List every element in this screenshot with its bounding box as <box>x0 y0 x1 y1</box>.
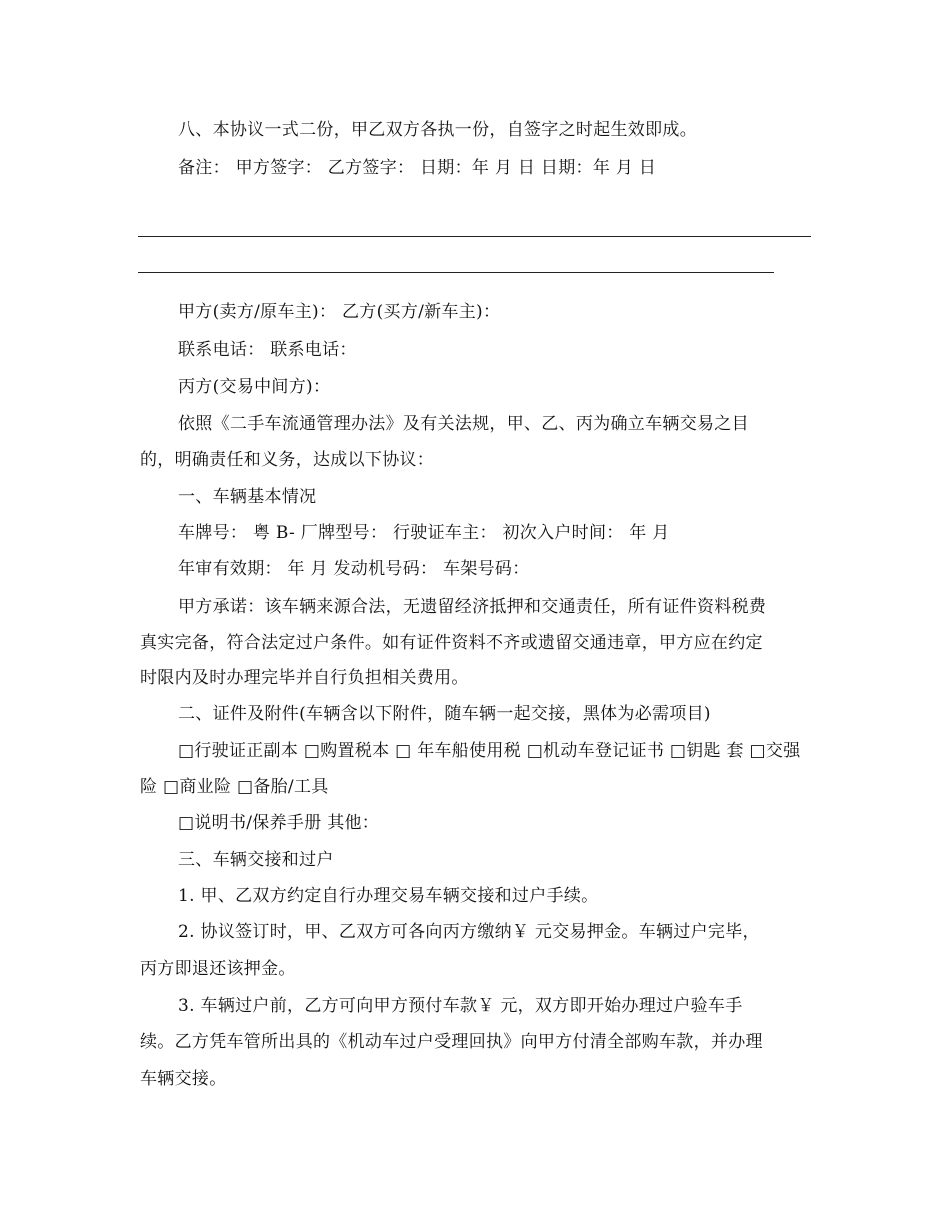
promise-line-3: 时限内及时办理完毕并自行负担相关费用。 <box>140 668 469 688</box>
item-3-line-2: 续。乙方凭车管所出具的《机动车过户受理回执》向甲方付清全部购车款，并办理 <box>140 1032 763 1052</box>
signature-remarks: 备注： 甲方签字： 乙方签字： 日期：年 月 日 日期：年 月 日 <box>178 158 657 178</box>
section-2-title: 二、证件及附件(车辆含以下附件，随车辆一起交接，黑体为必需项目) <box>178 704 711 724</box>
item-3-line-3: 车辆交接。 <box>140 1069 227 1089</box>
attachments-line-2: 险 □商业险 □备胎/工具 <box>140 777 329 797</box>
attachments-line-1: □行驶证正副本 □购置税本 □ 年车船使用税 □机动车登记证书 □钥匙 套 □交强 <box>178 741 801 761</box>
promise-line-2: 真实完备，符合法定过户条件。如有证件资料不齐或遗留交通违章，甲方应在约定 <box>140 633 763 653</box>
attachments-line-3: □说明书/保养手册 其他： <box>178 813 380 833</box>
promise-line-1: 甲方承诺：该车辆来源合法，无遗留经济抵押和交通责任，所有证件资料税费 <box>178 597 767 617</box>
vehicle-info-line-1: 车牌号： 粤 B- 厂牌型号： 行驶证车主： 初次入户时间： 年 月 <box>178 523 670 543</box>
separator-line-1 <box>138 236 811 237</box>
section-3-title: 三、车辆交接和过户 <box>178 850 334 870</box>
vehicle-info-line-2: 年审有效期： 年 月 发动机号码： 车架号码： <box>178 559 530 579</box>
party-a-b: 甲方(卖方/原车主)： 乙方(买方/新车主)： <box>178 302 501 322</box>
clause-8: 八、本协议一式二份，甲乙双方各执一份，自签字之时起生效即成。 <box>178 120 697 140</box>
item-3-line-1: 3. 车辆过户前，乙方可向甲方预付车款￥ 元，双方即开始办理过户验车手 <box>178 996 743 1016</box>
preamble-line-1: 依照《二手车流通管理办法》及有关法规，甲、乙、丙为确立车辆交易之目 <box>178 414 749 434</box>
preamble-line-2: 的，明确责任和义务，达成以下协议： <box>140 450 435 470</box>
item-2-line-1: 2. 协议签订时，甲、乙双方可各向丙方缴纳￥ 元交易押金。车辆过户完毕， <box>178 922 760 942</box>
section-1-title: 一、车辆基本情况 <box>178 487 317 507</box>
separator-line-2 <box>138 272 774 273</box>
party-c: 丙方(交易中间方)： <box>178 377 331 397</box>
contact-phones: 联系电话： 联系电话： <box>178 340 357 360</box>
item-2-line-2: 丙方即退还该押金。 <box>140 959 296 979</box>
item-1: 1. 甲、乙双方约定自行办理交易车辆交接和过户手续。 <box>178 886 599 906</box>
